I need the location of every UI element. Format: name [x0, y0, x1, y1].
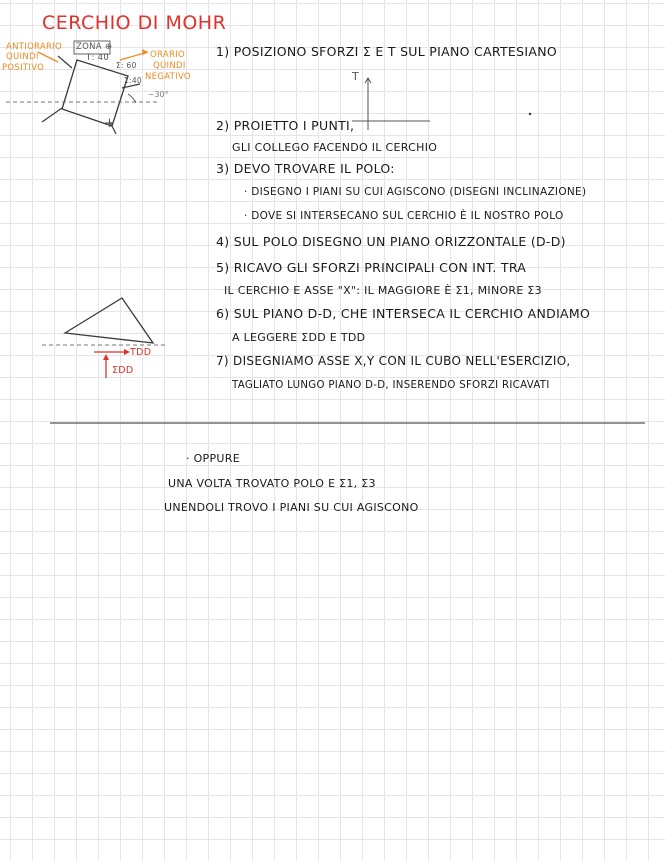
- sigma-label-1: Σ: 60: [116, 61, 137, 70]
- zona-label: ZONA ⊕: [76, 42, 113, 52]
- angle-label: ~30°: [148, 90, 169, 99]
- step-7-cont: TAGLIATO LUNGO PIANO D-D, INSERENDO SFORZI RICAVATI: [232, 380, 550, 391]
- step-4: 4) SUL POLO DISEGNO UN PIANO ORIZZONTALE (D-D): [216, 234, 566, 249]
- step-5-cont: IL CERCHIO E ASSE "X": IL MAGGIORE È Σ1, MINORE Σ3: [224, 284, 542, 297]
- label-positivo: POSITIVO: [2, 63, 45, 73]
- step-6-cont: A LEGGERE ΣDD E ΤDD: [232, 331, 366, 344]
- sigma-label-2: Σ:40: [124, 76, 143, 85]
- step-6: 6) SUL PIANO D-D, CHE INTERSECA IL CERCHIO ANDIAMO: [216, 306, 591, 321]
- step-2: 2) PROIETTO I PUNTI,: [216, 118, 355, 133]
- axis-tau-label: Τ: [352, 70, 360, 83]
- label-quindi-left: QUINDI: [6, 52, 39, 62]
- page-title: CERCHIO DI MOHR: [42, 12, 227, 34]
- tau-dd-label: ΤDD: [130, 347, 152, 358]
- step-3-bullet-1: · DISEGNO I PIANI SU CUI AGISCONO (DISEGNI INCLINAZIONE): [244, 186, 587, 198]
- label-negativo: NEGATIVO: [145, 72, 191, 82]
- step-1: 1) POSIZIONO SFORZI Σ E Τ SUL PIANO CARTESIANO: [216, 44, 557, 59]
- sigma-dd-label: ΣDD: [112, 365, 134, 376]
- step-5: 5) RICAVO GLI SFORZI PRINCIPALI CON INT. TRA: [216, 260, 527, 275]
- oppure-line-1: UNA VOLTA TROVATO POLO E Σ1, Σ3: [168, 477, 376, 490]
- label-quindi-right: QUINDI: [153, 61, 186, 71]
- step-3: 3) DEVO TROVARE IL POLO:: [216, 161, 395, 176]
- oppure-heading: · OPPURE: [186, 452, 240, 465]
- step-2-cont: GLI COLLEGO FACENDO IL CERCHIO: [232, 141, 438, 154]
- label-orario: ORARIO: [150, 50, 185, 60]
- plus-mark: +: [104, 116, 116, 131]
- oppure-line-2: UNENDOLI TROVO I PIANI SU CUI AGISCONO: [164, 501, 419, 514]
- label-antiorario: ANTIORARIO: [6, 42, 63, 52]
- tau-top-label: Τ: 40: [86, 53, 110, 63]
- step-3-bullet-2: · DOVE SI INTERSECANO SUL CERCHIO È IL NOSTRO POLO: [244, 210, 564, 222]
- divider-line: [0, 0, 665, 430]
- step-7: 7) DISEGNIAMO ASSE X,Y CON IL CUBO NELL'ESERCIZIO,: [216, 354, 571, 368]
